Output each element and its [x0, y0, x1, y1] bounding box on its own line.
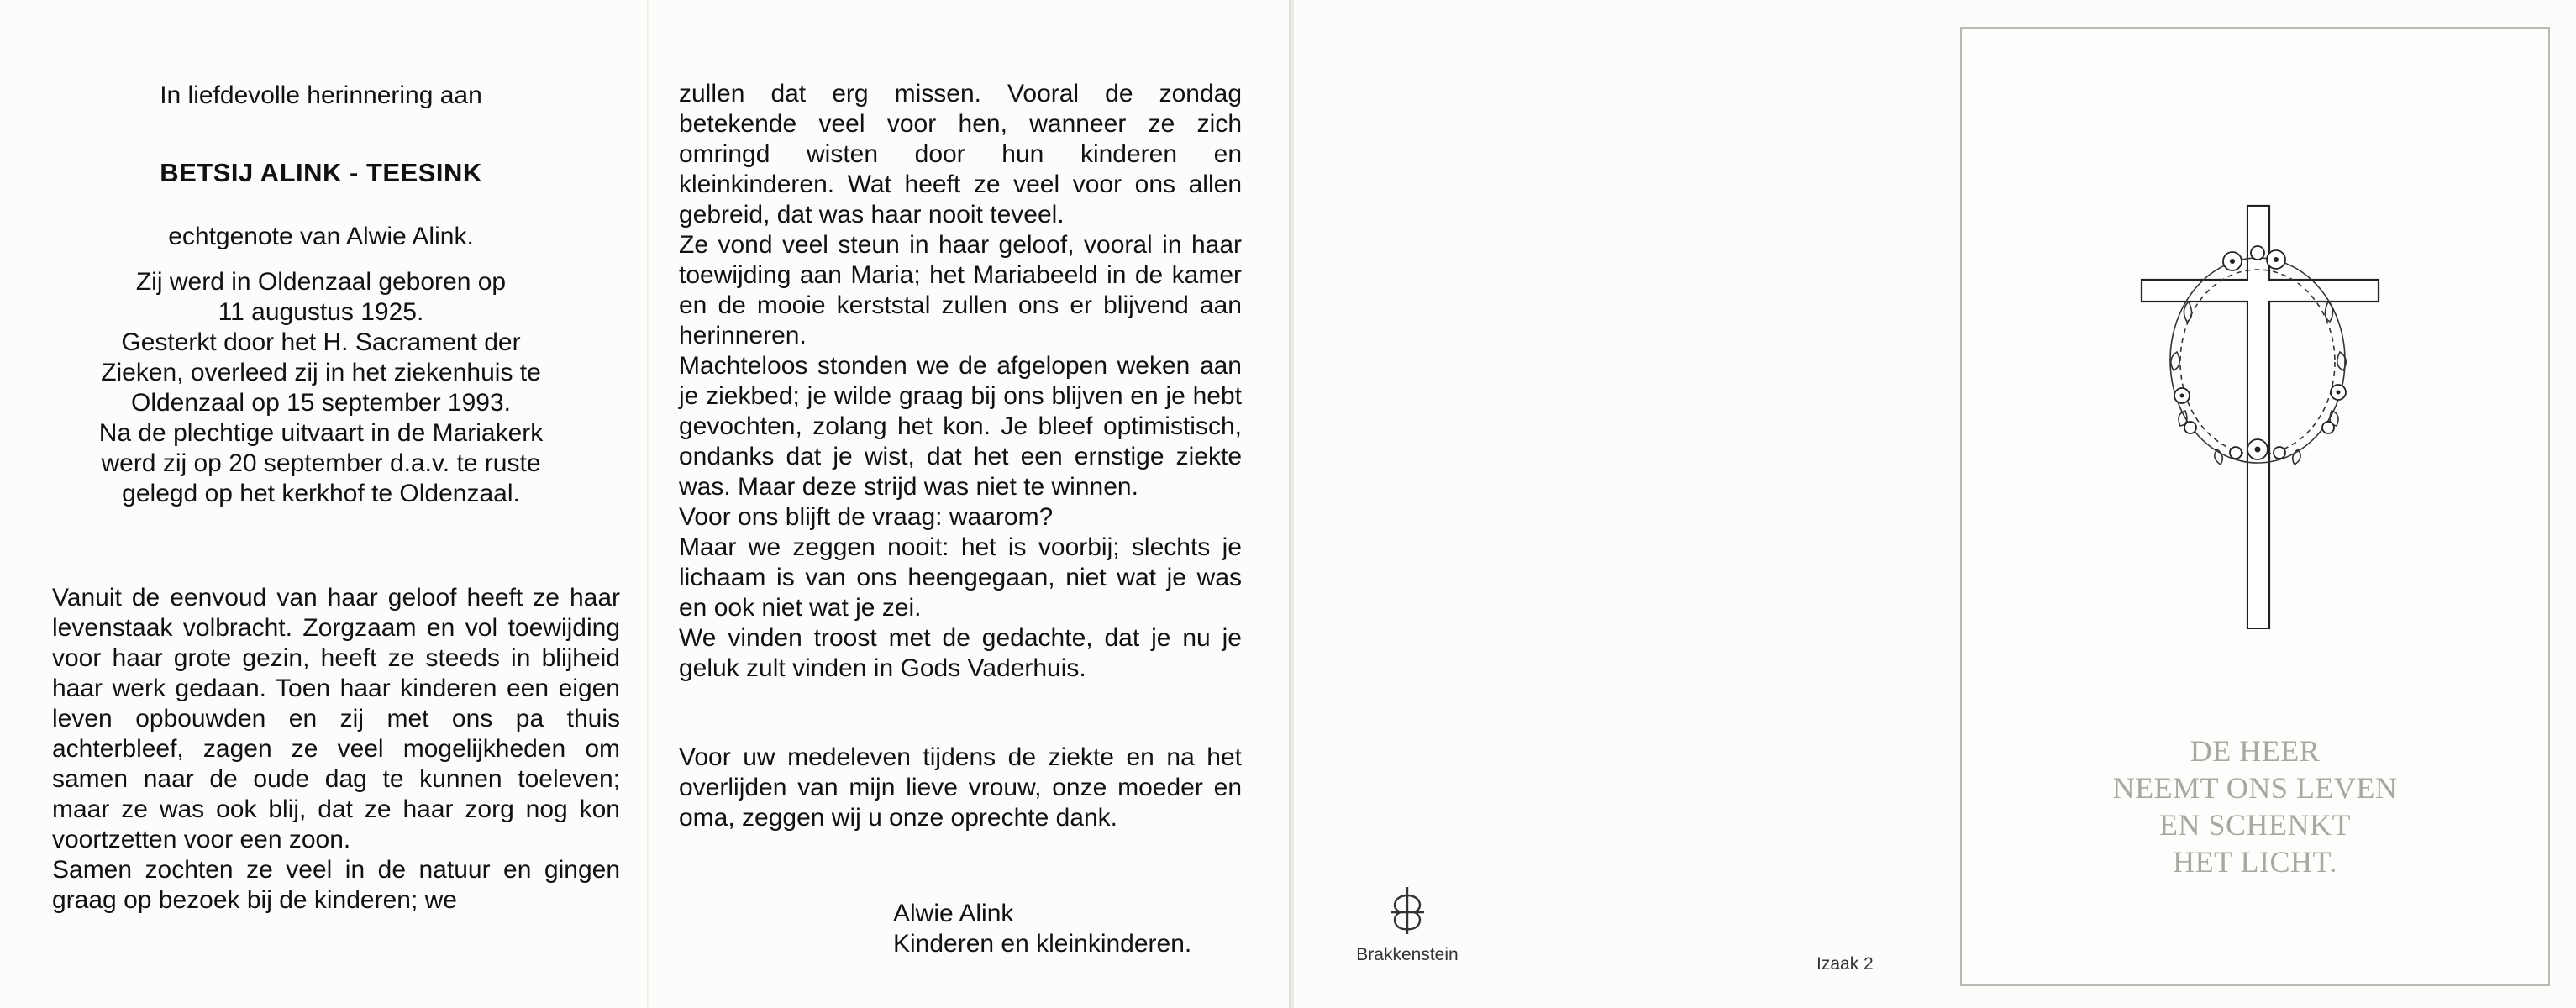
continuation-paragraph: Machteloos stonden we de afgelopen weken aan je ziekbed; je wilde graag bij ons blijven en je hebt gevochten, zolang het kon. Je bleef optimistisch, ondanks dat je wist, dat het een ernstige ziekte was. Maar deze strijd was niet te winnen. [679, 352, 1242, 501]
publisher-mark [1336, 884, 1479, 965]
burial-line-1: Na de plechtige uitvaart in de Mariakerk [98, 419, 544, 447]
deceased-name: BETSIJ ALINK - TEESINK [160, 158, 482, 187]
signature-line-2: Kinderen en kleinkinderen. [893, 930, 1192, 958]
continuation-paragraph: zullen dat erg missen. Vooral de zondag betekende veel voor hen, wanneer ze zich omringd wisten door hun kinderen en kleinkinderen. Wat heeft ze veel voor ons allen gebreid, dat was haar nooit teveel. [679, 80, 1242, 228]
intro-block [52, 81, 590, 509]
intro-heading: In liefdevolle herinnering aan [160, 81, 482, 109]
motto-line: DE HEER [2190, 734, 2321, 768]
cover-motto [1962, 732, 2548, 880]
brakkenstein-logo-icon [1382, 927, 1433, 941]
publisher-name: Brakkenstein [1356, 945, 1459, 964]
bio-paragraph: Samen zochten ze veel in de natuur en gingen graag op bezoek bij de kinderen; we [52, 856, 620, 914]
continuation-paragraph: Ze vond veel steun in haar geloof, vooral in haar toewijding aan Maria; het Mariabeeld in de kamer en de mooie kerststal zullen ons er blijvend aan herinneren. [679, 231, 1242, 349]
born-line-2: 11 augustus 1925. [218, 298, 424, 326]
death-line-2: Zieken, overleed zij in het ziekenhuis te [101, 359, 541, 386]
bio-paragraph: Vanuit de eenvoud van haar geloof heeft ze haar levenstaak volbracht. Zorgzaam en vol toewijding voor haar grote gezin, heeft ze steeds in blijheid haar werk gedaan. Toen haar kinderen een eigen leven opbouwden en zij met ons pa thuis achterbleef, zagen ze veel mogelijkheden om samen naar de oude dag te kunnen toeleven; maar ze was ook blij, dat ze haar zorg nog kon voortzetten voor een zoon. [52, 584, 620, 853]
burial-line-2: werd zij op 20 september d.a.v. te ruste [101, 449, 541, 477]
continuation-block [679, 79, 1242, 833]
motto-line: EN SCHENKT [2159, 808, 2351, 842]
death-line-1: Gesterkt door het H. Sacrament der [121, 328, 521, 356]
cross-with-flower-wreath-icon [2130, 176, 2382, 633]
continuation-paragraph: We vinden troost met de gedachte, dat je nu je geluk zult vinden in Gods Vaderhuis. [679, 624, 1242, 682]
signature-line-1: Alwie Alink [893, 900, 1014, 927]
continuation-paragraph: Maar we zeggen nooit: het is voorbij; slechts je lichaam is van ons heengegaan, niet wat je was en ook niet wat je zei. [679, 533, 1242, 622]
continuation-paragraph: Voor ons blijft de vraag: waarom? [679, 503, 1054, 531]
signature-block [893, 899, 1191, 959]
cover-panel [1960, 27, 2550, 986]
burial-line-3: gelegd op het kerkhof te Oldenzaal. [122, 480, 520, 507]
card-code: Izaak 2 [1816, 954, 1874, 974]
spouse-line: echtgenote van Alwie Alink. [168, 223, 474, 250]
motto-line: NEEMT ONS LEVEN [2112, 771, 2398, 805]
born-line-1: Zij werd in Oldenzaal geboren op [135, 268, 507, 296]
thanks-paragraph: Voor uw medeleven tijdens de ziekte en na het overlijden van mijn lieve vrouw, onze moeder en oma, zeggen wij u onze oprechte dank. [679, 743, 1242, 832]
biography-block [52, 583, 620, 916]
center-fold [647, 0, 649, 1008]
death-line-3: Oldenzaal op 15 september 1993. [131, 389, 511, 417]
motto-line: HET LICHT. [2173, 845, 2337, 879]
